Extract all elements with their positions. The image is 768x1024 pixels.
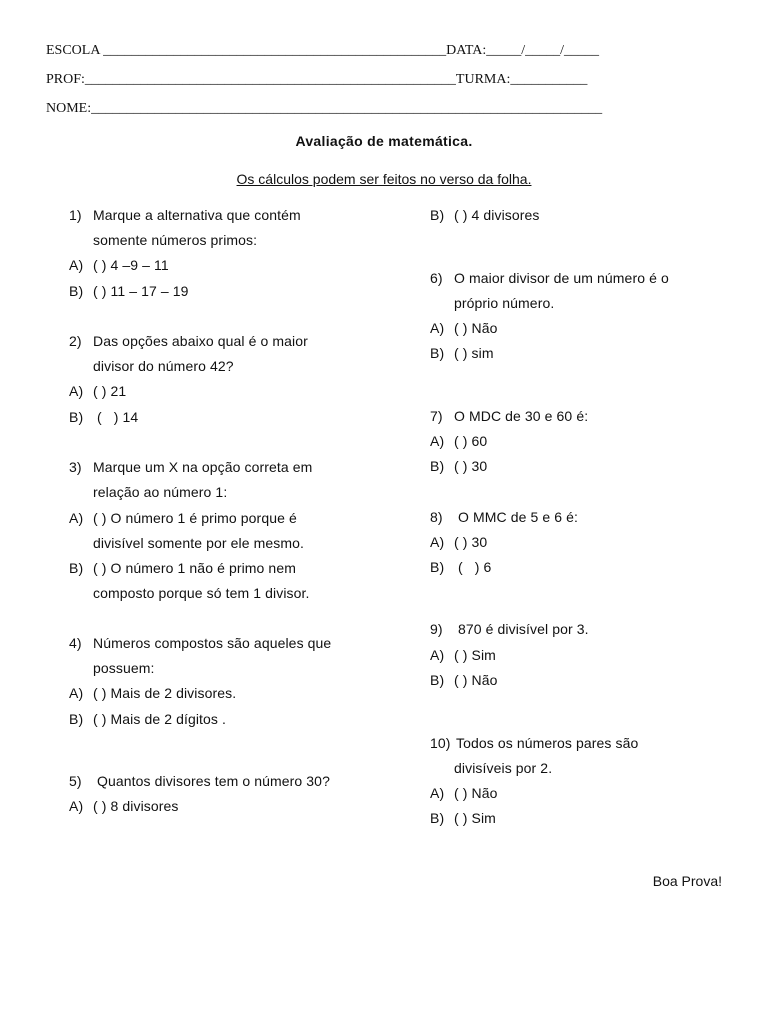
closing-message: Boa Prova!: [652, 873, 722, 889]
option-letter: A): [69, 257, 84, 273]
question-text: relação ao número 1:: [93, 484, 228, 500]
question-text: Das opções abaixo qual é o maior: [93, 333, 308, 349]
question-number: 6): [430, 270, 443, 286]
question-number: 4): [69, 635, 82, 651]
question-number: 3): [69, 459, 82, 475]
option-text: ( ) 11 – 17 – 19: [93, 283, 189, 299]
option-letter: B): [430, 207, 445, 223]
header-escola-line: ESCOLA _________________________________________________DATA:_____/_____/_____: [46, 43, 600, 58]
option-text: ( ) Não: [454, 672, 498, 688]
question-text: Todos os números pares são: [456, 735, 639, 751]
option-text: ( ) 21: [93, 383, 127, 399]
option-text: ( ) 8 divisores: [93, 798, 179, 814]
option-text: ( ) Não: [454, 785, 498, 801]
option-text: ( ) Mais de 2 divisores.: [93, 685, 237, 701]
option-text: ( ) 30: [454, 534, 488, 550]
right-column: [430, 0, 730, 1024]
option-text: ( ) Não: [454, 320, 498, 336]
option-text: ( ) 6: [454, 559, 492, 575]
page-subtitle: Os cálculos podem ser feitos no verso da folha.: [236, 171, 532, 187]
question-text: divisíveis por 2.: [454, 760, 553, 776]
question-text: Quantos divisores tem o número 30?: [93, 773, 330, 789]
option-letter: B): [69, 711, 84, 727]
question-number: 10): [430, 735, 451, 751]
option-text: ( ) 60: [454, 433, 488, 449]
option-letter: B): [430, 345, 445, 361]
option-text: ( ) 4 divisores: [454, 207, 540, 223]
option-text: composto porque só tem 1 divisor.: [93, 585, 310, 601]
question-number: 9): [430, 621, 443, 637]
question-text: possuem:: [93, 660, 155, 676]
option-letter: A): [430, 433, 445, 449]
option-text: ( ) 30: [454, 458, 488, 474]
option-text: ( ) Sim: [454, 810, 496, 826]
option-text: divisível somente por ele mesmo.: [93, 535, 304, 551]
option-text: ( ) 14: [93, 409, 139, 425]
option-text: ( ) 4 –9 – 11: [93, 257, 169, 273]
option-text: ( ) Mais de 2 dígitos .: [93, 711, 227, 727]
question-text: O maior divisor de um número é o: [454, 270, 669, 286]
question-text: Marque a alternativa que contém: [93, 207, 301, 223]
option-text: ( ) O número 1 é primo porque é: [93, 510, 297, 526]
option-text: ( ) O número 1 não é primo nem: [93, 560, 296, 576]
question-text: 870 é divisível por 3.: [454, 621, 589, 637]
option-letter: A): [69, 383, 84, 399]
question-text: somente números primos:: [93, 232, 258, 248]
option-letter: B): [430, 810, 445, 826]
left-column: [69, 0, 409, 1024]
question-number: 7): [430, 408, 443, 424]
question-text: Marque um X na opção correta em: [93, 459, 313, 475]
option-letter: B): [430, 458, 445, 474]
question-number: 1): [69, 207, 82, 223]
option-letter: A): [69, 510, 84, 526]
option-letter: A): [430, 647, 445, 663]
question-text: divisor do número 42?: [93, 358, 234, 374]
option-text: ( ) Sim: [454, 647, 496, 663]
question-number: 5): [69, 773, 82, 789]
question-number: 8): [430, 509, 443, 525]
header-nome-line: NOME:_________________________________________________________________________: [46, 101, 603, 116]
option-letter: B): [430, 672, 445, 688]
question-text: O MMC de 5 e 6 é:: [454, 509, 578, 525]
question-text: Números compostos são aqueles que: [93, 635, 332, 651]
question-text: O MDC de 30 e 60 é:: [454, 408, 589, 424]
page-title: Avaliação de matemática.: [295, 133, 473, 149]
question-number: 2): [69, 333, 82, 349]
option-text: ( ) sim: [454, 345, 494, 361]
option-letter: B): [69, 283, 84, 299]
option-letter: B): [69, 560, 84, 576]
header-prof-line: PROF:_____________________________________________________TURMA:___________: [46, 72, 588, 87]
option-letter: A): [69, 798, 84, 814]
option-letter: A): [430, 785, 445, 801]
option-letter: B): [69, 409, 84, 425]
question-text: próprio número.: [454, 295, 555, 311]
option-letter: A): [430, 534, 445, 550]
option-letter: B): [430, 559, 445, 575]
option-letter: A): [430, 320, 445, 336]
option-letter: A): [69, 685, 84, 701]
